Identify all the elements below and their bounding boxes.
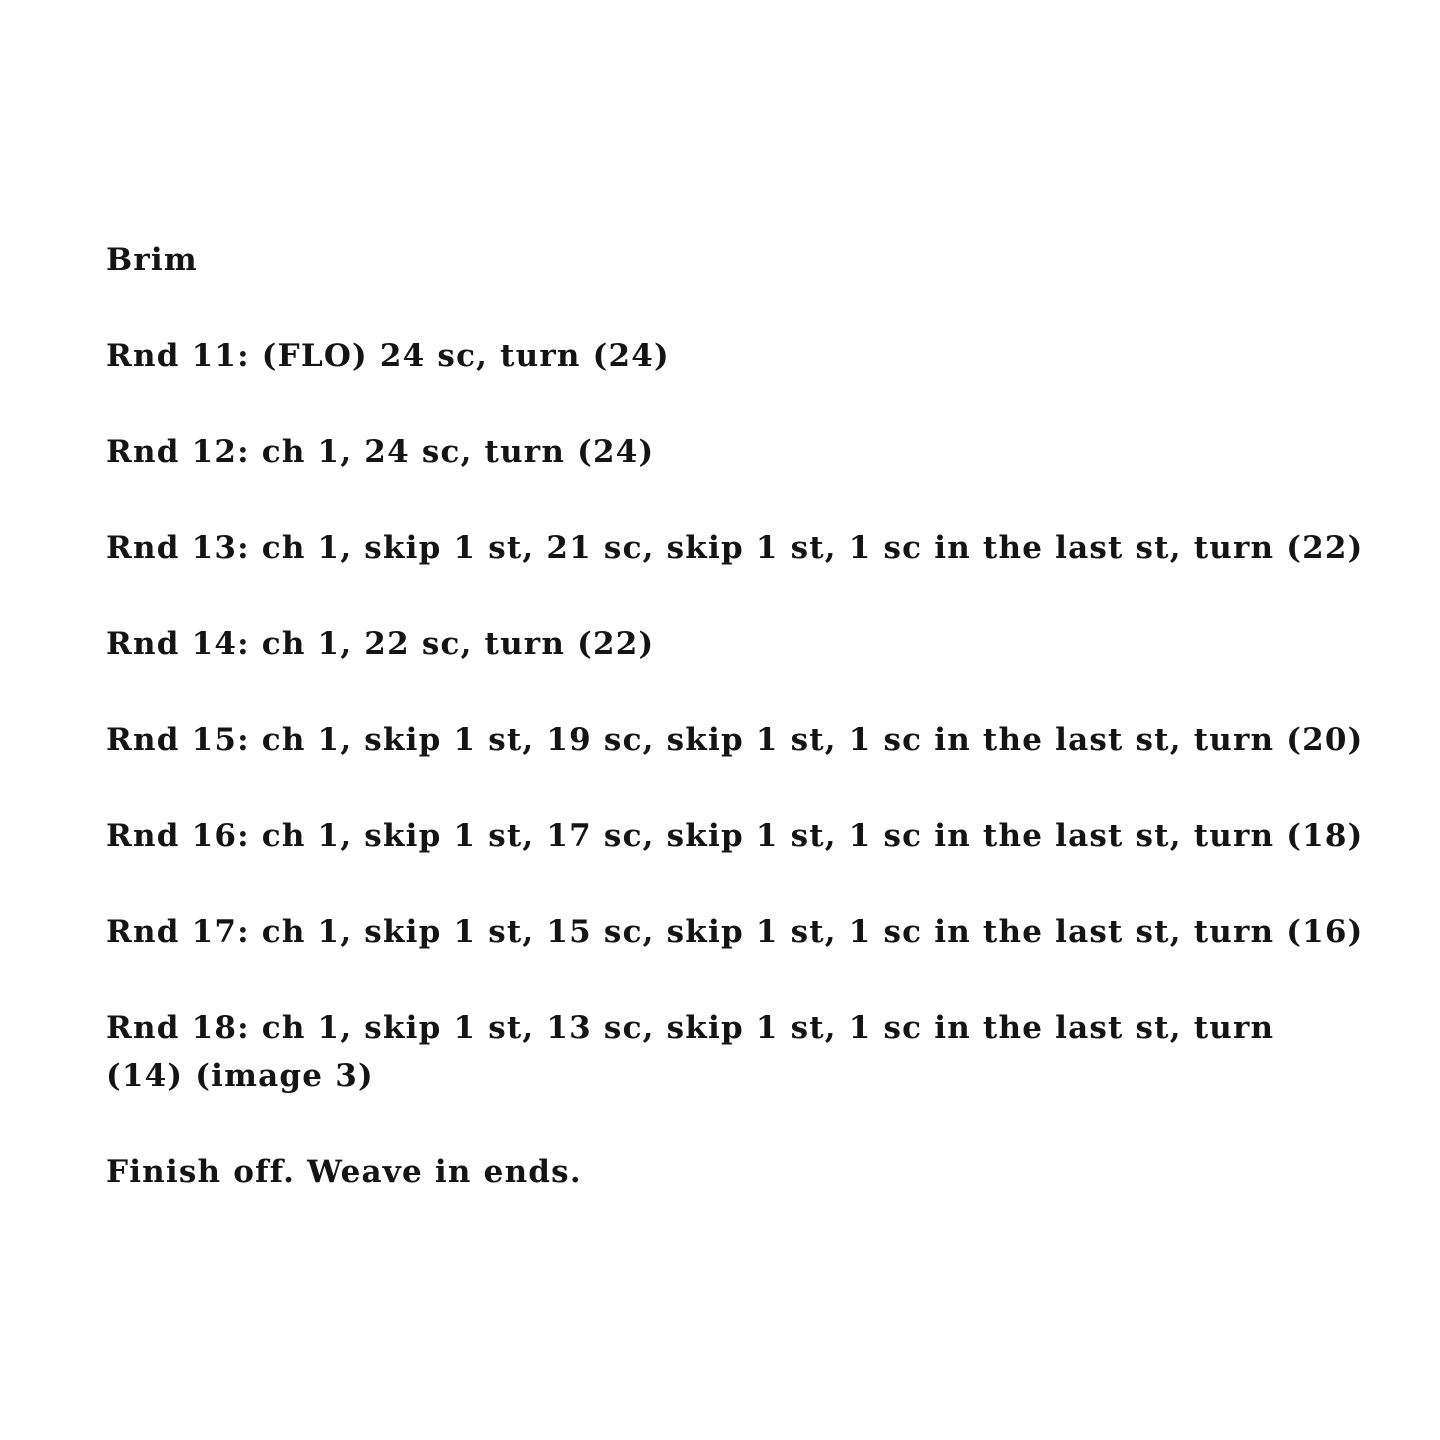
round-14: Rnd 14: ch 1, 22 sc, turn (22) <box>106 626 655 662</box>
section-heading: Brim <box>106 242 198 278</box>
round-18: Rnd 18: ch 1, skip 1 st, 13 sc, skip 1 st, 1 sc in the last st, turn (14) (image 3) <box>106 1010 1275 1094</box>
pattern-text <box>106 236 1364 1244</box>
round-16: Rnd 16: ch 1, skip 1 st, 17 sc, skip 1 st, 1 sc in the last st, turn (18) <box>106 818 1364 854</box>
finish-instructions: Finish off. Weave in ends. <box>106 1154 582 1190</box>
round-15: Rnd 15: ch 1, skip 1 st, 19 sc, skip 1 st, 1 sc in the last st, turn (20) <box>106 722 1364 758</box>
round-13: Rnd 13: ch 1, skip 1 st, 21 sc, skip 1 st, 1 sc in the last st, turn (22) <box>106 530 1364 566</box>
round-17: Rnd 17: ch 1, skip 1 st, 15 sc, skip 1 st, 1 sc in the last st, turn (16) <box>106 914 1364 950</box>
round-11: Rnd 11: (FLO) 24 sc, turn (24) <box>106 338 670 374</box>
round-12: Rnd 12: ch 1, 24 sc, turn (24) <box>106 434 655 470</box>
